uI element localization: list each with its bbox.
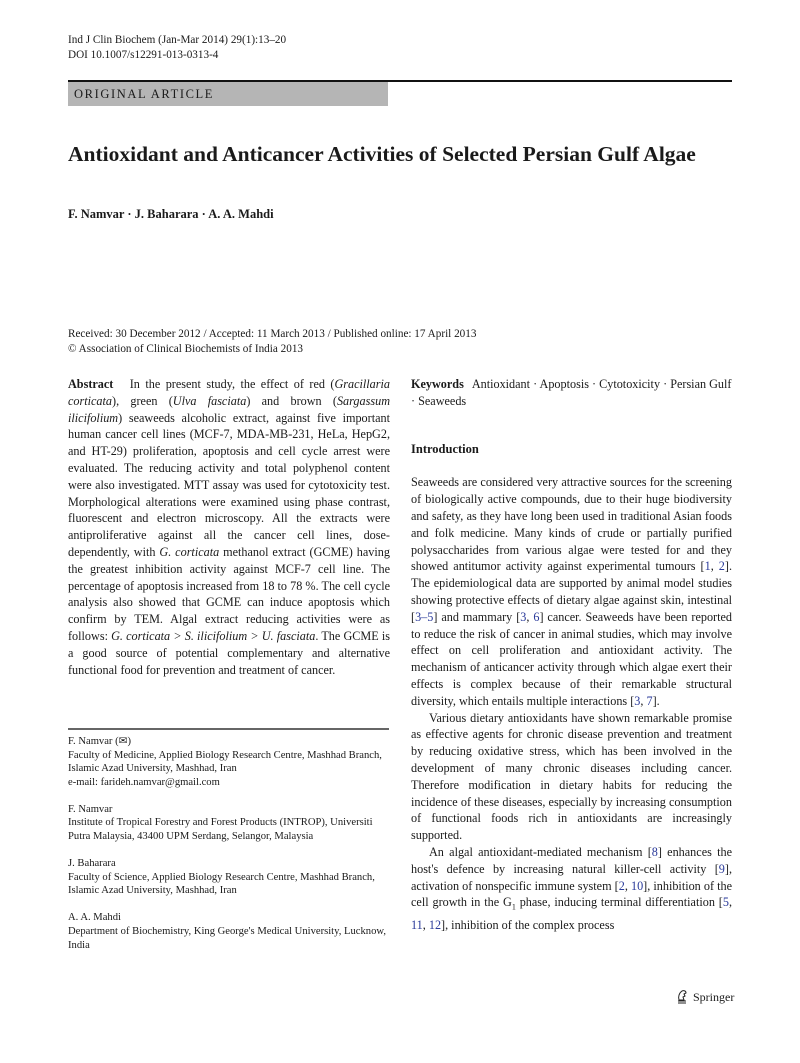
article-type-banner: ORIGINAL ARTICLE xyxy=(68,82,388,106)
reference-link[interactable]: 10 xyxy=(630,878,644,893)
affiliation-address: Department of Biochemistry, King George's Medical University, Lucknow, India xyxy=(68,926,386,951)
reference-link[interactable]: 3 xyxy=(634,693,641,708)
corresponding-email[interactable]: e-mail: farideh.namvar@gmail.com xyxy=(68,776,220,788)
species-name: Sargassum ilicifolium xyxy=(68,393,390,425)
reference-link[interactable]: 7 xyxy=(646,693,653,708)
species-ranking: G. corticata > S. ilicifolium > U. fasciata xyxy=(111,628,316,643)
affiliation-address: Institute of Tropical Forestry and Forest Products (INTROP), Universiti Putra Malaysia, 43400 UPM Serdang, Selangor, Malaysia xyxy=(68,817,373,843)
abstract-text: ), green ( xyxy=(112,393,173,408)
abstract xyxy=(68,376,390,678)
subscript: 1 xyxy=(511,902,516,912)
reference-link[interactable]: 11 xyxy=(411,917,423,932)
journal-citation: Ind J Clin Biochem (Jan-Mar 2014) 29(1):13–20 xyxy=(68,34,287,46)
reference-link[interactable]: 2 xyxy=(718,559,725,574)
article-title: Antioxidant and Anticancer Activities of Selected Persian Gulf Algae xyxy=(68,142,696,166)
keywords xyxy=(411,376,732,410)
abstract-text: ) seaweeds alcoholic extract, against five important human cancer cell lines (MCF-7, MDA-MB-231, HeLa, HepG2, and HT-29) proliferation, apoptosis and cell cycle arrest were evaluated. The reducing activity and total polyphenol content were also investigated. MTT assay was used for cytotoxicity test. Morphological alterations were examined using phase contrast, fluorescent and electron microscopy. All the extracts were antiproliferative against all the cancer cell lines, dose-dependently, with xyxy=(68,410,390,559)
reference-link[interactable]: 8 xyxy=(651,844,658,859)
affiliation-name: A. A. Mahdi xyxy=(68,912,121,924)
paragraph-text: ], inhibition of the complex process xyxy=(441,917,615,932)
affiliation-name: F. Namvar xyxy=(68,803,113,815)
intro-paragraph-2: Various dietary antioxidants have shown remarkable promise as effective agents for chronic disease prevention and treatment by reducing oxidative stress, which has been involved in the development of many chronic diseases including cancer. Therefore modification in dietary habits for reducing the incidence of these diseases, especially by increasing consumption of functional foods rich in antioxidants are increasingly supported. xyxy=(411,710,732,843)
paragraph-text: Seaweeds are considered very attractive sources for the screening of biologically active compounds, due to their huge biodiversity and safety, as they have long been used in traditional Asian foods and folk medicine. Many kinds of crude or partially purified polysaccharides from various algae were tested for and they showed antitumor activity against experimental tumours [ xyxy=(411,475,732,574)
abstract-text: ) and brown ( xyxy=(246,393,337,408)
species-name: G. corticata xyxy=(159,544,220,559)
paragraph-text: ] and mammary [ xyxy=(433,609,521,624)
journal-header xyxy=(68,33,286,63)
reference-link[interactable]: 9 xyxy=(718,861,725,876)
affiliation-name: F. Namvar (✉) xyxy=(68,736,132,747)
abstract-text: In the present study, the effect of red ( xyxy=(129,377,335,391)
affiliation-address: Faculty of Medicine, Applied Biology Research Centre, Mashhad Branch, Islamic Azad University, Mashhad, Iran xyxy=(68,749,382,775)
footnote-rule xyxy=(68,728,389,730)
species-name: Gracillaria corticata xyxy=(68,377,390,408)
species-name: Ulva fasciata xyxy=(172,393,247,408)
reference-link[interactable]: 3 xyxy=(520,609,527,624)
paragraph-text: ]. The epidemiological data are supported by animal model studies showing protective effects of dietary algae against skin, intestinal [ xyxy=(411,559,732,624)
abstract-text: . The GCME is a good source of potential complementary and alternative functional food for prevention and treatment of cancer. xyxy=(68,628,390,677)
intro-paragraph-1: Seaweeds are considered very attractive sources for the screening of biologically active compounds, due to their huge biodiversity and safety, as they have long been used in traditional Asian foods and folk medicine. Many kinds of crude or partially purified polysaccharides from various algae were tested for and they showed antitumor activity against experimental tumours [1, 2]. The epidemiological data are supported by animal model studies showing protective effects of dietary algae against skin, intestinal [3–5] and mammary [3, 6] cancer. Seaweeds have been reported to reduce the risk of cancer in animal studies, which may involve effect on cell proliferation and antioxidant activity. The mechanism of anticancer activity through which algae exert their effects is complex because of their remarkable structural diversity, which entails multiple interactions [3, 7]. xyxy=(411,475,732,708)
reference-link[interactable]: 12 xyxy=(428,917,442,932)
affiliation-address: Faculty of Science, Applied Biology Research Centre, Mashhad Branch, Islamic Azad University, Mashhad, Iran xyxy=(68,871,375,897)
paragraph-text: phase, inducing terminal differentiation [ xyxy=(515,895,723,910)
reference-link[interactable]: 1 xyxy=(704,559,711,574)
reference-link[interactable]: 6 xyxy=(533,609,540,624)
paragraph-text: ] enhances the host's defence by increasing natural killer-cell activity [ xyxy=(411,844,732,876)
publisher-logo xyxy=(675,989,734,1005)
publication-dates: Received: 30 December 2012 / Accepted: 11 March 2013 / Published online: 17 April 2013 xyxy=(68,328,477,340)
affiliation-2 xyxy=(68,803,390,844)
publication-info xyxy=(68,327,476,356)
copyright: © Association of Clinical Biochemists of India 2013 xyxy=(68,342,304,355)
paragraph-text: ], activation of nonspecific immune system [ xyxy=(411,861,732,893)
paragraph-text: ], inhibition of the cell growth in the G xyxy=(411,878,733,910)
affiliation-1 xyxy=(68,735,390,789)
paragraph-text: An algal antioxidant-mediated mechanism [ xyxy=(429,844,652,859)
abstract-label: Abstract xyxy=(68,377,114,391)
keywords-list: Antioxidant · Apoptosis · Cytotoxicity · Persian Gulf · Seaweeds xyxy=(411,377,732,408)
springer-knight-icon xyxy=(675,989,689,1005)
affiliation-3 xyxy=(68,857,390,898)
section-heading-introduction: Introduction xyxy=(411,441,479,456)
paragraph-text: ] cancer. Seaweeds have been reported to reduce the risk of cancer in animal studies, which may involve effect on cell proliferation and antioxidant activity. The mechanism of anticancer activity through which algae exert their effects is complex because of their remarkable structural diversity, which entails multiple interactions [ xyxy=(411,609,732,708)
reference-link[interactable]: 2 xyxy=(618,878,625,893)
keywords-label: Keywords xyxy=(411,377,464,391)
reference-link[interactable]: 3–5 xyxy=(415,609,434,624)
abstract-text: methanol extract (GCME) having the greatest inhibition activity against MCF-7 cell line. The percentage of apoptosis increased from 18 to 78 %. The cell cycle analysis also showed that GCME can induce apoptosis which confirm by TEM. Algal extract reducing activities were as follows: xyxy=(68,544,390,643)
author-list: F. Namvar · J. Baharara · A. A. Mahdi xyxy=(68,207,274,221)
affiliation-4 xyxy=(68,911,390,952)
affiliation-name: J. Baharara xyxy=(68,858,116,870)
right-column xyxy=(411,376,732,933)
publisher-name: Springer xyxy=(693,989,735,1004)
reference-link[interactable]: 5 xyxy=(722,895,729,910)
doi[interactable]: DOI 10.1007/s12291-013-0313-4 xyxy=(68,49,219,61)
affiliations xyxy=(68,735,390,966)
intro-paragraph-3: An algal antioxidant-mediated mechanism [8] enhances the host's defence by increasing natural killer-cell activity [9], activation of nonspecific immune system [2, 10], inhibition of the cell growth in the $G_1$ phase, inducing terminal differentiation [5, 11, 12], inhibition of the complex process xyxy=(411,844,733,932)
paragraph-text: ]. xyxy=(652,693,660,708)
